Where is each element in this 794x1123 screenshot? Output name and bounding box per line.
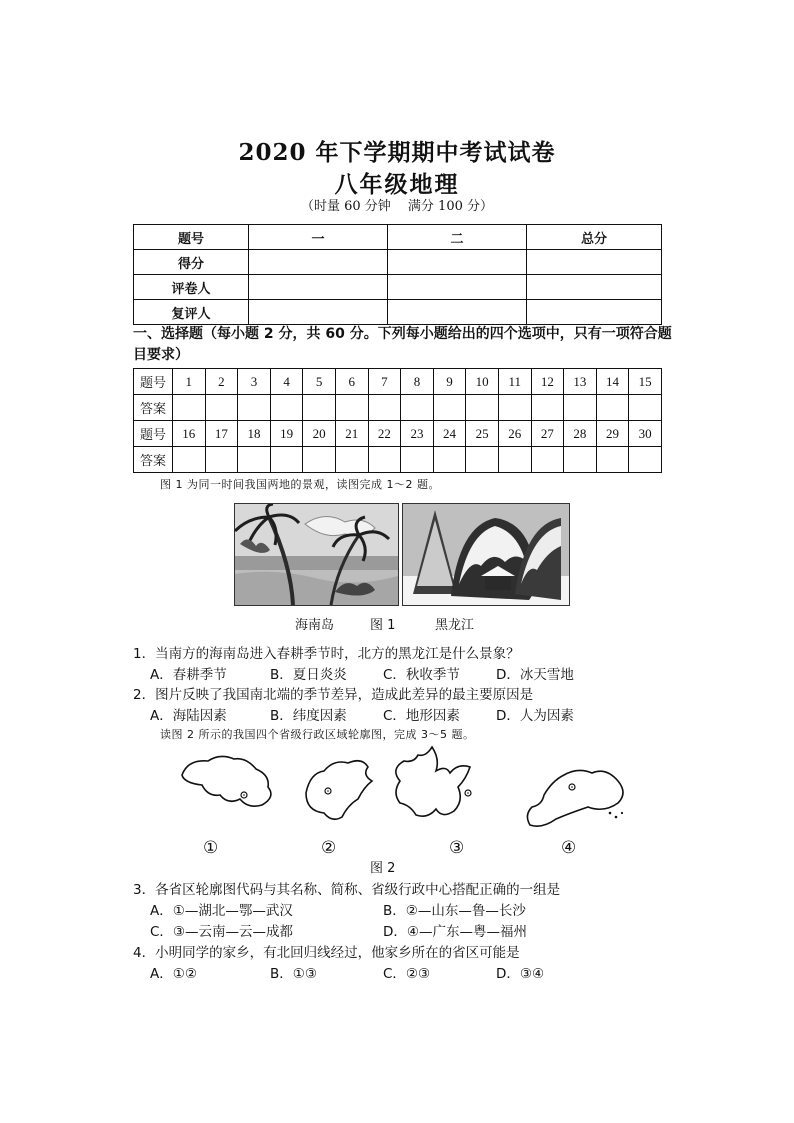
- answer-number-row: [134, 421, 662, 447]
- exam-meta: （时量 60 分钟 满分 100 分）: [300, 199, 494, 214]
- answer-cell[interactable]: [238, 395, 271, 421]
- answer-cell[interactable]: [401, 395, 434, 421]
- shandong-outline: [306, 761, 372, 820]
- question-number-cell: 28: [564, 421, 597, 447]
- q4-option-c[interactable]: C．②③: [383, 966, 431, 982]
- score-header-cell: 一: [249, 225, 388, 250]
- score-row-label: 评卷人: [134, 275, 249, 300]
- score-header-cell: 题号: [134, 225, 249, 250]
- answer-cell[interactable]: [401, 447, 434, 473]
- q1-option-c[interactable]: C．秋收季节: [383, 667, 460, 683]
- question-number-cell: 1: [173, 369, 206, 395]
- question-number-cell: 7: [368, 369, 401, 395]
- figure2-intro: 读图 2 所示的我国四个省级行政区域轮廓图，完成 3～5 题。: [160, 728, 475, 741]
- answer-cell[interactable]: [173, 447, 206, 473]
- score-row-label: 复评人: [134, 300, 249, 325]
- question-number-cell: 6: [335, 369, 368, 395]
- score-header-row: [134, 225, 662, 250]
- question-number-cell: 10: [466, 369, 499, 395]
- question-number-cell: 17: [205, 421, 238, 447]
- question-number-cell: 8: [401, 369, 434, 395]
- q1-option-a[interactable]: A．春耕季节: [150, 667, 227, 683]
- answer-number-row: [134, 369, 662, 395]
- score-row: [134, 300, 662, 325]
- question-number-cell: 14: [596, 369, 629, 395]
- answer-cell[interactable]: [466, 395, 499, 421]
- q1-option-b[interactable]: B．夏日炎炎: [270, 667, 347, 683]
- q3-option-a[interactable]: A．①—湖北—鄂—武汉: [150, 903, 293, 919]
- question-number-cell: 29: [596, 421, 629, 447]
- answer-label: 答案: [134, 395, 173, 421]
- answer-cell[interactable]: [335, 447, 368, 473]
- question-number-cell: 3: [238, 369, 271, 395]
- question-number-cell: 19: [270, 421, 303, 447]
- score-cell[interactable]: [388, 275, 527, 300]
- question-number-cell: 16: [173, 421, 206, 447]
- answer-cell[interactable]: [433, 395, 466, 421]
- question-number-cell: 15: [629, 369, 662, 395]
- q2-option-b[interactable]: B．纬度因素: [270, 708, 347, 724]
- number-label: 题号: [134, 369, 173, 395]
- question-4: 4．小明同学的家乡，有北回归线经过，他家乡所在的省区可能是: [133, 945, 520, 961]
- palm-beach-image: [235, 504, 398, 605]
- q2-option-c[interactable]: C．地形因素: [383, 708, 460, 724]
- answer-cell[interactable]: [466, 447, 499, 473]
- question-number-cell: 13: [564, 369, 597, 395]
- q4-option-d[interactable]: D．③④: [496, 966, 545, 982]
- question-number-cell: 12: [531, 369, 564, 395]
- answer-cell[interactable]: [270, 447, 303, 473]
- figure1-intro: 图 1 为同一时间我国两地的景观，读图完成 1～2 题。: [160, 478, 440, 491]
- figure2-caption: 图 2: [370, 861, 396, 876]
- question-number-cell: 23: [401, 421, 434, 447]
- answer-cell[interactable]: [629, 447, 662, 473]
- question-number-cell: 21: [335, 421, 368, 447]
- q2-option-a[interactable]: A．海陆因素: [150, 708, 227, 724]
- question-number-cell: 18: [238, 421, 271, 447]
- answer-cell[interactable]: [205, 447, 238, 473]
- question-number-cell: 26: [498, 421, 531, 447]
- score-row: [134, 250, 662, 275]
- score-row-label: 得分: [134, 250, 249, 275]
- section-heading: 一、选择题（每小题 2 分，共 60 分。下列每小题给出的四个选项中，只有一项符合题目要求）: [133, 326, 672, 363]
- answer-cell[interactable]: [498, 395, 531, 421]
- heilongjiang-photo: [402, 503, 570, 606]
- question-number-cell: 24: [433, 421, 466, 447]
- score-cell[interactable]: [527, 300, 662, 325]
- q3-option-d[interactable]: D．④—广东—粤—福州: [383, 924, 527, 940]
- score-row: [134, 275, 662, 300]
- answer-cell[interactable]: [596, 395, 629, 421]
- answer-cell[interactable]: [564, 395, 597, 421]
- answer-grid: [133, 368, 662, 473]
- score-header-cell: 总分: [527, 225, 662, 250]
- question-number-cell: 5: [303, 369, 336, 395]
- answer-cell[interactable]: [564, 447, 597, 473]
- outline-label-4: ④: [561, 838, 577, 858]
- hubei-outline: [182, 756, 271, 806]
- outline-label-1: ①: [203, 838, 219, 858]
- hainan-photo: [234, 503, 399, 606]
- question-number-cell: 2: [205, 369, 238, 395]
- question-1: 1．当南方的海南岛进入春耕季节时，北方的黑龙江是什么景象？: [133, 646, 520, 662]
- score-cell[interactable]: [249, 250, 388, 275]
- score-cell[interactable]: [249, 300, 388, 325]
- q3-option-c[interactable]: C．③—云南—云—成都: [150, 924, 294, 940]
- snow-trees-image: [403, 504, 569, 605]
- outline-label-2: ②: [321, 838, 337, 858]
- question-3: 3．各省区轮廓图代码与其名称、简称、省级行政中心搭配正确的一组是: [133, 882, 561, 898]
- exam-title: 2020 年下学期期中考试试卷: [238, 139, 556, 166]
- answer-cell[interactable]: [270, 395, 303, 421]
- q3-option-b[interactable]: B．②—山东—鲁—长沙: [383, 903, 526, 919]
- score-cell[interactable]: [527, 250, 662, 275]
- q1-option-d[interactable]: D．冰天雪地: [496, 667, 574, 683]
- question-number-cell: 11: [498, 369, 531, 395]
- answer-row: [134, 395, 662, 421]
- guangdong-outline: [527, 770, 623, 826]
- score-header-cell: 二: [388, 225, 527, 250]
- question-number-cell: 22: [368, 421, 401, 447]
- province-outlines: [170, 745, 630, 835]
- outline-label-3: ③: [449, 838, 465, 858]
- q4-option-a[interactable]: A．①②: [150, 966, 197, 982]
- yunnan-outline: [396, 747, 471, 816]
- question-number-cell: 30: [629, 421, 662, 447]
- answer-cell[interactable]: [531, 395, 564, 421]
- question-number-cell: 9: [433, 369, 466, 395]
- answer-label: 答案: [134, 447, 173, 473]
- score-cell[interactable]: [388, 300, 527, 325]
- figure1-caption: 图 1: [370, 618, 396, 633]
- answer-cell[interactable]: [629, 395, 662, 421]
- question-2: 2．图片反映了我国南北端的季节差异，造成此差异的最主要原因是: [133, 687, 534, 703]
- figure1-right-label: 黑龙江: [435, 618, 475, 633]
- answer-cell[interactable]: [303, 447, 336, 473]
- question-number-cell: 25: [466, 421, 499, 447]
- answer-cell[interactable]: [531, 447, 564, 473]
- question-number-cell: 4: [270, 369, 303, 395]
- answer-cell[interactable]: [498, 447, 531, 473]
- score-cell[interactable]: [388, 250, 527, 275]
- score-cell[interactable]: [249, 275, 388, 300]
- answer-cell[interactable]: [238, 447, 271, 473]
- answer-cell[interactable]: [173, 395, 206, 421]
- question-number-cell: 20: [303, 421, 336, 447]
- answer-cell[interactable]: [368, 447, 401, 473]
- number-label: 题号: [134, 421, 173, 447]
- answer-cell[interactable]: [596, 447, 629, 473]
- answer-cell[interactable]: [205, 395, 238, 421]
- answer-row: [134, 447, 662, 473]
- score-table: [133, 224, 662, 325]
- question-number-cell: 27: [531, 421, 564, 447]
- figure1-left-label: 海南岛: [295, 618, 335, 633]
- answer-cell[interactable]: [433, 447, 466, 473]
- answer-cell[interactable]: [303, 395, 336, 421]
- q2-option-d[interactable]: D．人为因素: [496, 708, 574, 724]
- score-cell[interactable]: [527, 275, 662, 300]
- answer-cell[interactable]: [335, 395, 368, 421]
- answer-cell[interactable]: [368, 395, 401, 421]
- q4-option-b[interactable]: B．①③: [270, 966, 317, 982]
- exam-subject: 八年级地理: [334, 171, 460, 198]
